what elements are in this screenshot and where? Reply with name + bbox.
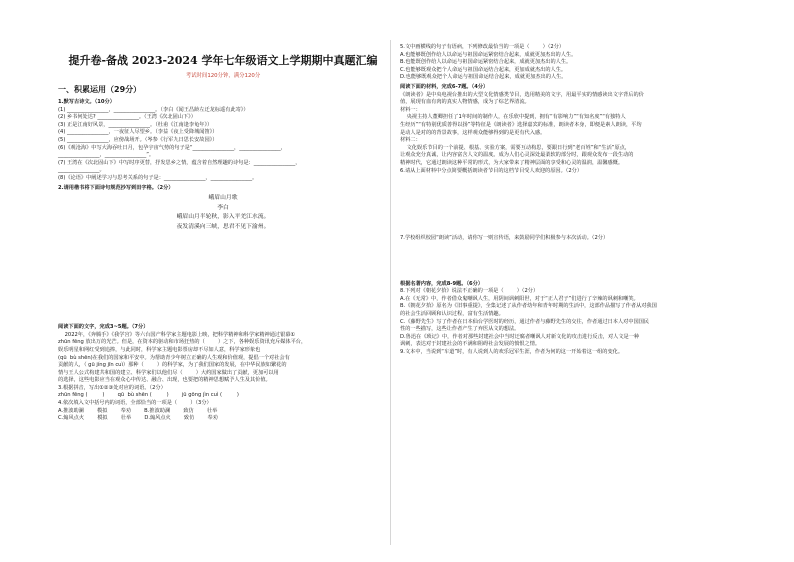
question-line: (3) 正是江南好风景，________________。（杜甫《江南逢李龟年》） bbox=[58, 121, 213, 128]
poem bbox=[58, 194, 388, 232]
option-line: 讽刺，表达对于封建社会的不满和阻碍社会发展的愤恨之情。 bbox=[400, 341, 541, 348]
option-line: 的社会生活回顾和认识过程，富有生活情趣。 bbox=[400, 311, 504, 318]
reading-title: 根据名著内容，完成8-9题。（6分） bbox=[400, 280, 484, 287]
reading-line: 《朗读者》是中央电视台推出的大型文化情感类节目，选用精美的文字，用最平实的情感读出文字背后的价 bbox=[400, 91, 644, 98]
reading-line: 2022年，《奔腾手》《我学宫》等六台国产科学家主题电影上映，把科学精神和科学家精神通过银幕① bbox=[58, 331, 296, 338]
poem-line: 峨眉山月半轮秋，影入平羌江水流。 bbox=[176, 214, 270, 221]
option-line: 性的一些描写，这些让作者产生了弃医从文的想法。 bbox=[400, 326, 520, 333]
reading-line: 央视主持人董卿担任了1年时间的制作人，在乐欣中提到，拥有“有影响力”“有知名度”“有独特人 bbox=[400, 114, 626, 121]
question-line: 8.下列对《朝花夕拾》说法不正确的一项是（ ）（2分） bbox=[400, 288, 539, 295]
question-title: 2.请用楷书将下面诗句规范抄写到田字格。（2分） bbox=[58, 184, 174, 191]
poem-line: 夜发清溪向三峡，思君不见下渝州。 bbox=[176, 223, 270, 230]
section-title: 一、积累运用（29分） bbox=[58, 85, 142, 94]
column-divider bbox=[390, 40, 391, 545]
question-line: 7.学校组织校园“朗读”活动，请你写一则宣传语，来鼓励同学们积极参与本次活动。（2分） bbox=[400, 235, 609, 242]
option-line: D.也能够既观众把个人命运与祖国命运结合起来，成就更加杰出的人生。 bbox=[400, 74, 567, 81]
reading-line: 文化娱乐节目的一个前提、根基、实验方案，需要互动构思，要跟日行到“老百姓”和“生活”原点， bbox=[400, 144, 631, 151]
option-line: A.也能够既创作给人以命运与祖国命运紧密结合起来，成就更加杰出的人生。 bbox=[400, 51, 577, 58]
question-line: (4) ________________，一夜征人尽望乡。（李益《夜上受降城闻笛》） bbox=[58, 129, 218, 136]
question-line: (2) 乡书何处达? ________________。（王湾《次北固山下》） bbox=[58, 114, 196, 121]
reading-line: 让观众充分真诚，让内容富含人文的温度。成为人们心灵深处最柔软的部分时，跟观众发布一段生动的 bbox=[400, 152, 634, 159]
option-line: A.在《无常》中，作者借众鬼嘲讽人生，用阴间讽刺阳世，对于“正人君子”们进行了辛辣的讽刺和嘲笑。 bbox=[400, 295, 639, 302]
option-line: A.推波助澜 模拟 奉劝 B.推波助澜 致仿 壮举 bbox=[58, 407, 218, 414]
question-line: ________________，________________”。 bbox=[58, 152, 155, 159]
option-line: C.煽风点火 模拟 壮举 D.煽风点火 致仿 奉劝 bbox=[58, 415, 218, 422]
reading-line: 生经历”“有特别优质善得以扬”等特征是《朗读者》选择嘉宾的标准，朗读者本身，即便是素人朗读，平均 bbox=[400, 121, 642, 128]
page-subtitle: 考试时间120分钟，满分120分 bbox=[185, 73, 261, 79]
reading-line: 材料一： bbox=[400, 106, 421, 113]
page-title: 提升卷-备战 2023-2024 学年七年级语文上学期期中真题汇编 bbox=[68, 54, 378, 67]
question-line: (7) 王湾在《次北固山下》中写时序更替，抒发思乡之情，蕴含着自然理趣的诗句是：________________， bbox=[58, 159, 301, 166]
reading-line: 材料二： bbox=[400, 137, 421, 144]
reading-line: 贡献的人，（ gū jíng jīn cuì）那种（ ）的科学家，为了我们国家的发展，在中华民族如繁花的 bbox=[58, 362, 287, 369]
reading-title: 阅读下面的材料，完成6-7题。（4分） bbox=[400, 83, 489, 90]
question-line: 3.根据拼音，写出①②③处对应的词语。（2分） bbox=[58, 384, 166, 391]
question-line: (6)《观沧海》中写大海吞吐日月，包孕宇宙气势的句子是“________________，________________， bbox=[58, 144, 286, 151]
reading-line: 的选择，这些电影应当在观众心中传达、融合、出现，也要把的精神思想赋予人生及其价值。 bbox=[58, 377, 271, 384]
option-line: B.也能既创作给人以命运与祖国命运紧密结合起来，成就更加杰出的人生。 bbox=[400, 59, 572, 66]
poem-title: 峨眉山月歌 bbox=[208, 195, 238, 202]
reading-line: 值，展现有血有肉的真实人物情感，成为了综艺界清流。 bbox=[400, 99, 530, 106]
pinyin-line: zhūn fēng ( ) qū bù shēn ( ) jū gōng jìn cuì ( ) bbox=[58, 392, 239, 399]
question-line: 9.文本中，当说到“车道”时，有人说到人的欢乐冠军生涯，作者为何的这一开始着这一组的变化。 bbox=[400, 349, 624, 356]
question-line: 4.依次填入文中括号内的词语，全部恰当的一项是（ ）（3分） bbox=[58, 400, 212, 407]
option-line: C.也能够既观众把个人命运与祖国命运结合起来，更加成就杰出的人生。 bbox=[400, 66, 567, 73]
question-line: (1) ________________，________________。（李白《闻王昌龄左迁龙标遥有此寄》） bbox=[58, 106, 249, 113]
right-column bbox=[400, 44, 730, 357]
question-line: 6.请从上面材料中分点简要概括朗读者节目的这档节目受人欢迎的原因。（2分） bbox=[400, 167, 583, 174]
reading-line: zhūn fēng 放出万的光芒。但是，在资本的驱动和市场狂热的（ ）之下，各种娱乐资讯充斥媒体平台， bbox=[58, 339, 307, 346]
option-line: D.鲁迅在《琐记》中，作者对那些封建社会中当时迂腐者嘲讽人对新文化的攻击进行反击，对人文是一种 bbox=[400, 333, 640, 340]
option-line: B.《朝花夕拾》原名为《旧事重提》，全集记述了从作者幼年和青年时期的生活中，这部作品描写了作者从对我国 bbox=[400, 303, 657, 310]
reading-line: 精神时代，它通过朗读这种平常的形式，为大家带来了精神层面的享受和心灵的温润，温馨感慨。 bbox=[400, 159, 624, 166]
option-line: C.《藤野先生》写了作者在日本仙台学医时的经历，通过作者与藤野先生的交往，作者通过日本人对中国国民 bbox=[400, 318, 650, 325]
question-line: ________________。 bbox=[58, 167, 105, 174]
question-title: 5.文中画横线的句子有语病，下列修改最恰当的一项是（ ）（2分） bbox=[400, 44, 565, 50]
question-title: 1.默写古诗文。（10分） bbox=[58, 99, 115, 105]
reading-line: (qū bù shēn)在我们的国家和平安中。为帮助青少年树立正确的人生观和价值观，提倡一个对社会有 bbox=[58, 354, 290, 361]
reading-title: 阅读下面的文字，完成3~5题。（7分） bbox=[58, 324, 149, 331]
question-line: (5) ________________，应傍战场开。（岑参《行军九日思长安故园》） bbox=[58, 136, 218, 143]
reading-line: 娱乐明星和网红受到追捧，与此同时，科学家主题电影票房却不尽如人意，科学家形象也 bbox=[58, 346, 261, 353]
reading-line: 是动人是对的的背景故事，这样观众能够得到的是更有代入感。 bbox=[400, 129, 546, 136]
left-column bbox=[58, 0, 388, 423]
poem-author: 李白 bbox=[217, 204, 229, 211]
question-line: (8)《论语》中阐述学习与思考关系的句子是：________________，________________。 bbox=[58, 174, 258, 181]
reading-line: 情与王人公式构建共和国的建立、科学家们以他们尽（ ）大约国家做出了贡献，更加可以用 bbox=[58, 369, 279, 376]
